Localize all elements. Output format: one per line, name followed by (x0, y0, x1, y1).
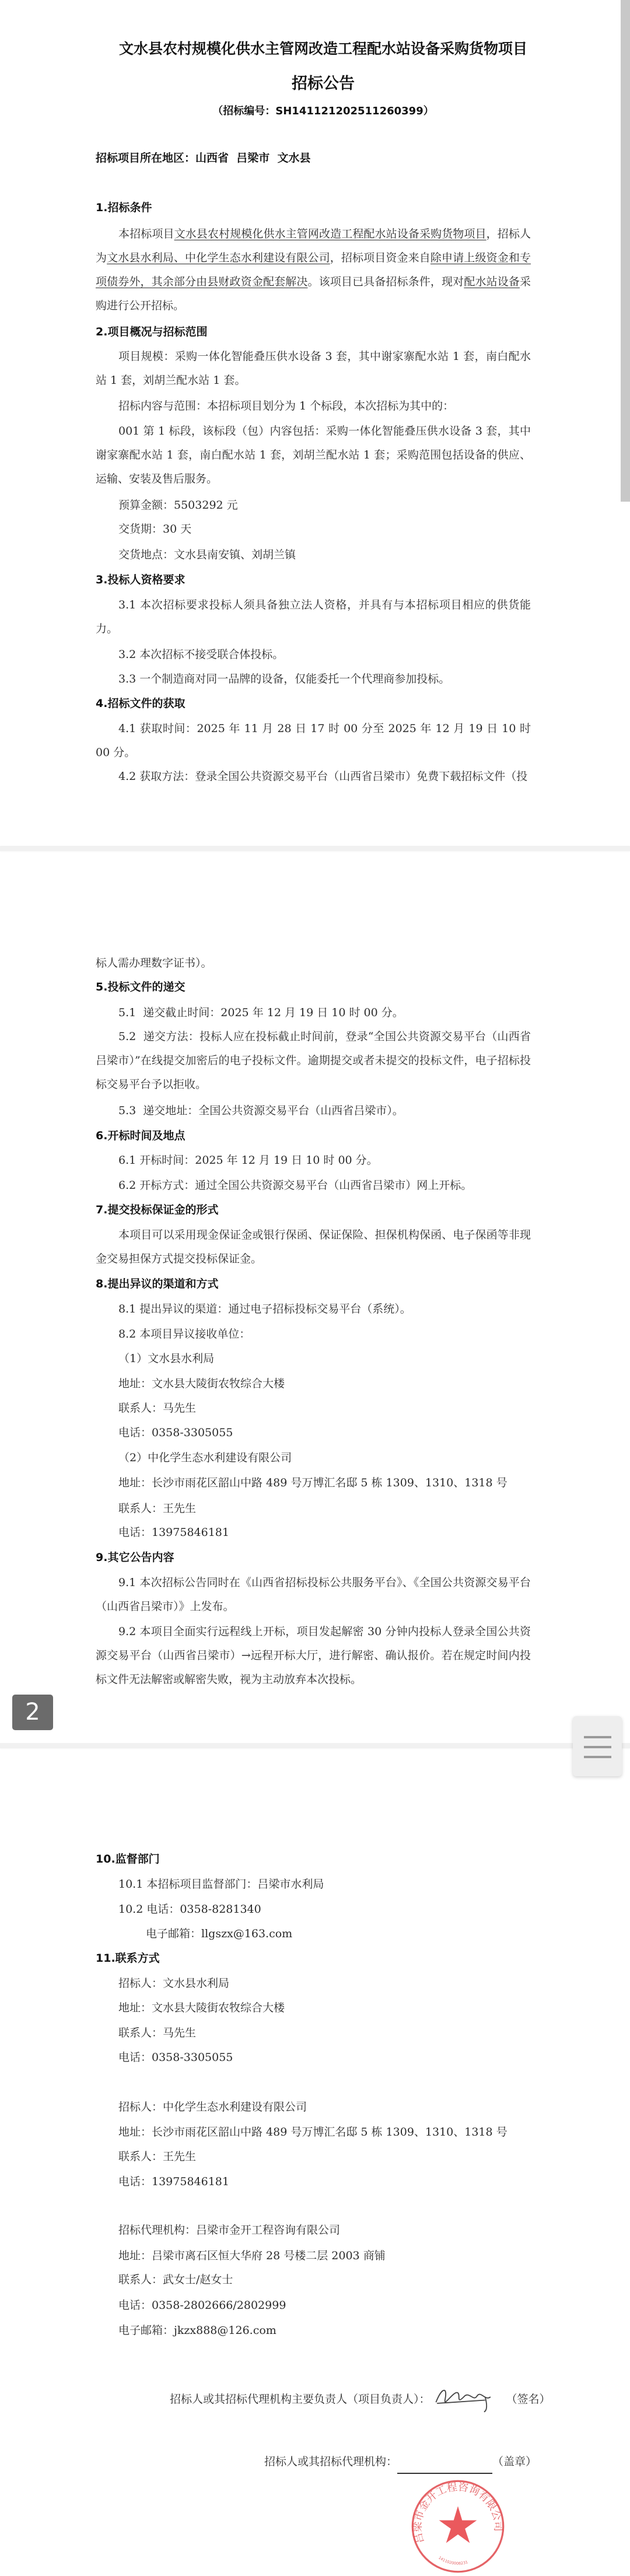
receiver-contact: 联系人：马先生 (118, 1402, 197, 1415)
document-body (96, 146, 551, 2566)
scrollbar-thumb[interactable] (621, 0, 630, 502)
acquisition-method-continued: 标人需办理数字证书）。 (96, 957, 212, 970)
text-segment: ，招标项目资金来自 (330, 251, 430, 264)
seal-text: 吕梁市金开工程咨询有限公司 (411, 2480, 505, 2545)
requirement-item: 3.1 本次招标要求投标人须具备独立法人资格，并具有与本招标项目相应的供货能力。 (96, 598, 531, 635)
delivery-place: 交货地点：文水县南安镇、刘胡兰镇 (118, 548, 296, 561)
tenderer-name: 招标人：文水县水利局 (118, 1977, 230, 1990)
delivery-period: 交货期：30 天 (118, 523, 192, 536)
signature-suffix: （签名） (506, 2393, 551, 2406)
seal-code: 1411020008231 (438, 2555, 468, 2566)
tenderer-underlined: 文水县水利局、中化学生态水利建设有限公司 (107, 251, 330, 264)
lot-description: 001 第 1 标段，该标段（包）内容包括：采购一体化智能叠压供水设备 3 套，其中谢家寨配水站 1 套，南白配水站 1 套，刘胡兰配水站 1 套；采购范围包括设备的供应、运输、安装及售后服务。 (96, 425, 531, 485)
agency-contact: 联系人：武女士/赵女士 (118, 2273, 233, 2286)
hamburger-icon (584, 1736, 611, 1738)
remote-opening-note: 9.2 本项目全面实行远程线上开标，项目发起解密 30 分钟内投标人登录全国公共资源交易平台（山西省吕梁市）→远程开标大厅，进行解密、确认报价。若在规定时间内投标文件无法解密或解密失败，视为主动放弃本次投标。 (96, 1625, 531, 1686)
signature-line (170, 2388, 566, 2450)
deposit-form: 本项目可以采用现金保证金或银行保函、保证保险、担保机构保函、电子保函等非现金交易担保方式提交投标保证金。 (96, 1228, 531, 1265)
document-subtitle: 招标公告 (292, 75, 355, 93)
text-segment: ，招标人为 (96, 228, 531, 264)
tenderer-contact: 联系人：马先生 (118, 2027, 197, 2039)
supervision-phone: 10.2 电话：0358-8281340 (118, 1903, 261, 1916)
agency-name: 招标代理机构：吕梁市金开工程咨询有限公司 (118, 2224, 341, 2236)
tenderer-contact: 联系人：王先生 (118, 2150, 197, 2163)
supervision-dept: 10.1 本招标项目监督部门：吕梁市水利局 (118, 1878, 324, 1891)
company-seal (408, 2477, 508, 2576)
section-10-heading: 10.监督部门 (96, 1853, 160, 1866)
agency-email: 电子邮箱：jkzx888@126.com (118, 2324, 276, 2337)
funding-underlined: 除申请上级资金和专项债券外，其余部分由县财政资金配套解决 (96, 251, 531, 288)
receiver-name: （2）中化学生态水利建设有限公司 (118, 1451, 292, 1464)
objection-receivers-label: 8.2 本项目异议接收单位： (118, 1328, 251, 1340)
opening-time: 6.1 开标时间：2025 年 12 月 19 日 10 时 00 分。 (118, 1154, 378, 1167)
hamburger-icon (584, 1746, 611, 1748)
submission-deadline: 5.1 递交截止时间：2025 年 12 月 19 日 10 时 00 分。 (118, 1006, 404, 1019)
section-11-heading: 11.联系方式 (96, 1952, 160, 1965)
seal-star-icon (439, 2506, 477, 2543)
objection-channel: 8.1 提出异议的渠道：通过电子招标投标交易平台（系统）。 (118, 1303, 411, 1315)
agency-phone: 电话：0358-2802666/2802999 (118, 2299, 286, 2312)
submission-address: 5.3 递交地址：全国公共资源交易平台（山西省吕梁市）。 (118, 1104, 404, 1117)
section-9-heading: 9.其它公告内容 (96, 1551, 174, 1564)
section-6-heading: 6.开标时间及地点 (96, 1129, 186, 1142)
requirement-item: 3.2 本次招标不接受联合体投标。 (118, 648, 284, 661)
acquisition-time: 4.1 获取时间：2025 年 11 月 28 日 17 时 00 分至 2025 年 12 月 19 日 10 时 00 分。 (96, 722, 531, 759)
seal-label: 招标人或其招标代理机构： (264, 2455, 398, 2468)
text-segment: 。该项目已具备招标条件，现对 (307, 275, 464, 288)
menu-button[interactable] (573, 1716, 622, 1776)
bid-number: （招标编号：SH14112120251126039​9） (212, 105, 434, 117)
text-segment: 采购进行公开招标。 (96, 275, 531, 312)
section-4-heading: 4.招标文件的获取 (96, 697, 186, 710)
tenderer-name: 招标人：中化学生态水利建设有限公司 (118, 2101, 307, 2113)
receiver-address: 地址：长沙市雨花区韶山中路 489 号万博汇名邸 5 栋 1309、1310、1318 号 (118, 1476, 508, 1489)
receiver-phone: 电话：0358-3305055 (118, 1426, 233, 1439)
page-number-badge: 2 (12, 1695, 53, 1730)
section-8-heading: 8.提出异议的渠道和方式 (96, 1278, 219, 1290)
section-7-heading: 7.提交投标保证金的形式 (96, 1203, 219, 1216)
project-scale: 项目规模：采购一体化智能叠压供水设备 3 套，其中谢家寨配水站 1 套，南白配水站 1 套，刘胡兰配水站 1 套。 (96, 350, 531, 387)
requirement-item: 3.3 一个制造商对同一品牌的设备，仅能委托一个代理商参加投标。 (118, 673, 450, 685)
tenderer-address: 地址：文水县大陵街农牧综合大楼 (118, 2001, 285, 2014)
receiver-name: （1）文水县水利局 (118, 1352, 215, 1365)
project-name-underlined: 文水县农村规模化供水主管网改造工程配水站设备采购货物项目 (174, 228, 487, 240)
seal-suffix: （盖章） (492, 2455, 537, 2468)
opening-method: 6.2 开标方式：通过全国公共资源交易平台（山西省吕梁市）网上开标。 (118, 1179, 473, 1192)
tenderer-phone: 电话：13975846181 (118, 2175, 229, 2188)
submission-method: 5.2 递交方法：投标人应在投标截止时间前，登录“全国公共资源交易平台（山西省吕梁市）”在线提交加密后的电子投标文件。逾期提交或者未提交的投标文件，电子招标投标交易平台予以拒收。 (96, 1030, 531, 1091)
section-5-heading: 5.投标文件的递交 (96, 981, 186, 993)
publication-note: 9.1 本次招标公告同时在《山西省招标投标公共服务平台》、《全国公共资源交易平台（山西省吕梁市）》上发布。 (96, 1576, 531, 1613)
acquisition-method: 4.2 获取方法：登录全国公共资源交易平台（山西省吕梁市）免费下载招标文件（投 (118, 770, 528, 783)
handwritten-signature (432, 2381, 496, 2413)
seal-underline (397, 2459, 492, 2474)
project-region: 招标项目所在地区：山西省 吕梁市 文水县 (96, 152, 311, 164)
tenderer-phone: 电话：0358-3305055 (118, 2051, 233, 2064)
section-2-heading: 2.项目概况与招标范围 (96, 326, 208, 338)
equipment-underlined: 配水站设备 (464, 275, 520, 288)
supervision-email: 电子邮箱：llgszx@163.com (146, 1927, 293, 1940)
section-1-text (96, 222, 531, 320)
document-title: 文水县农村规模化供水主管网改造工程配水站设备采购货物项目 (118, 40, 527, 57)
seal-line (264, 2450, 556, 2566)
tenderer-address: 地址：长沙市雨花区韶山中路 489 号万博汇名邸 5 栋 1309、1310、1318 号 (118, 2126, 508, 2138)
bid-scope: 招标内容与范围：本招标项目划分为 1 个标段，本次招标为其中的： (118, 400, 454, 412)
section-3-heading: 3.投标人资格要求 (96, 573, 186, 586)
hamburger-icon (584, 1756, 611, 1758)
section-1-heading: 1.招标条件 (96, 201, 152, 214)
signature-label: 招标人或其招标代理机构主要负责人（项目负责人）： (170, 2393, 430, 2406)
receiver-phone: 电话：13975846181 (118, 1526, 229, 1539)
receiver-contact: 联系人：王先生 (118, 1502, 197, 1515)
receiver-address: 地址：文水县大陵街农牧综合大楼 (118, 1377, 285, 1390)
text-segment: 本招标项目 (118, 228, 174, 240)
budget-amount: 预算金额：5503292 元 (118, 499, 238, 512)
agency-address: 地址：吕梁市离石区恒大华府 28 号楼二层 2003 商铺 (118, 2249, 386, 2262)
